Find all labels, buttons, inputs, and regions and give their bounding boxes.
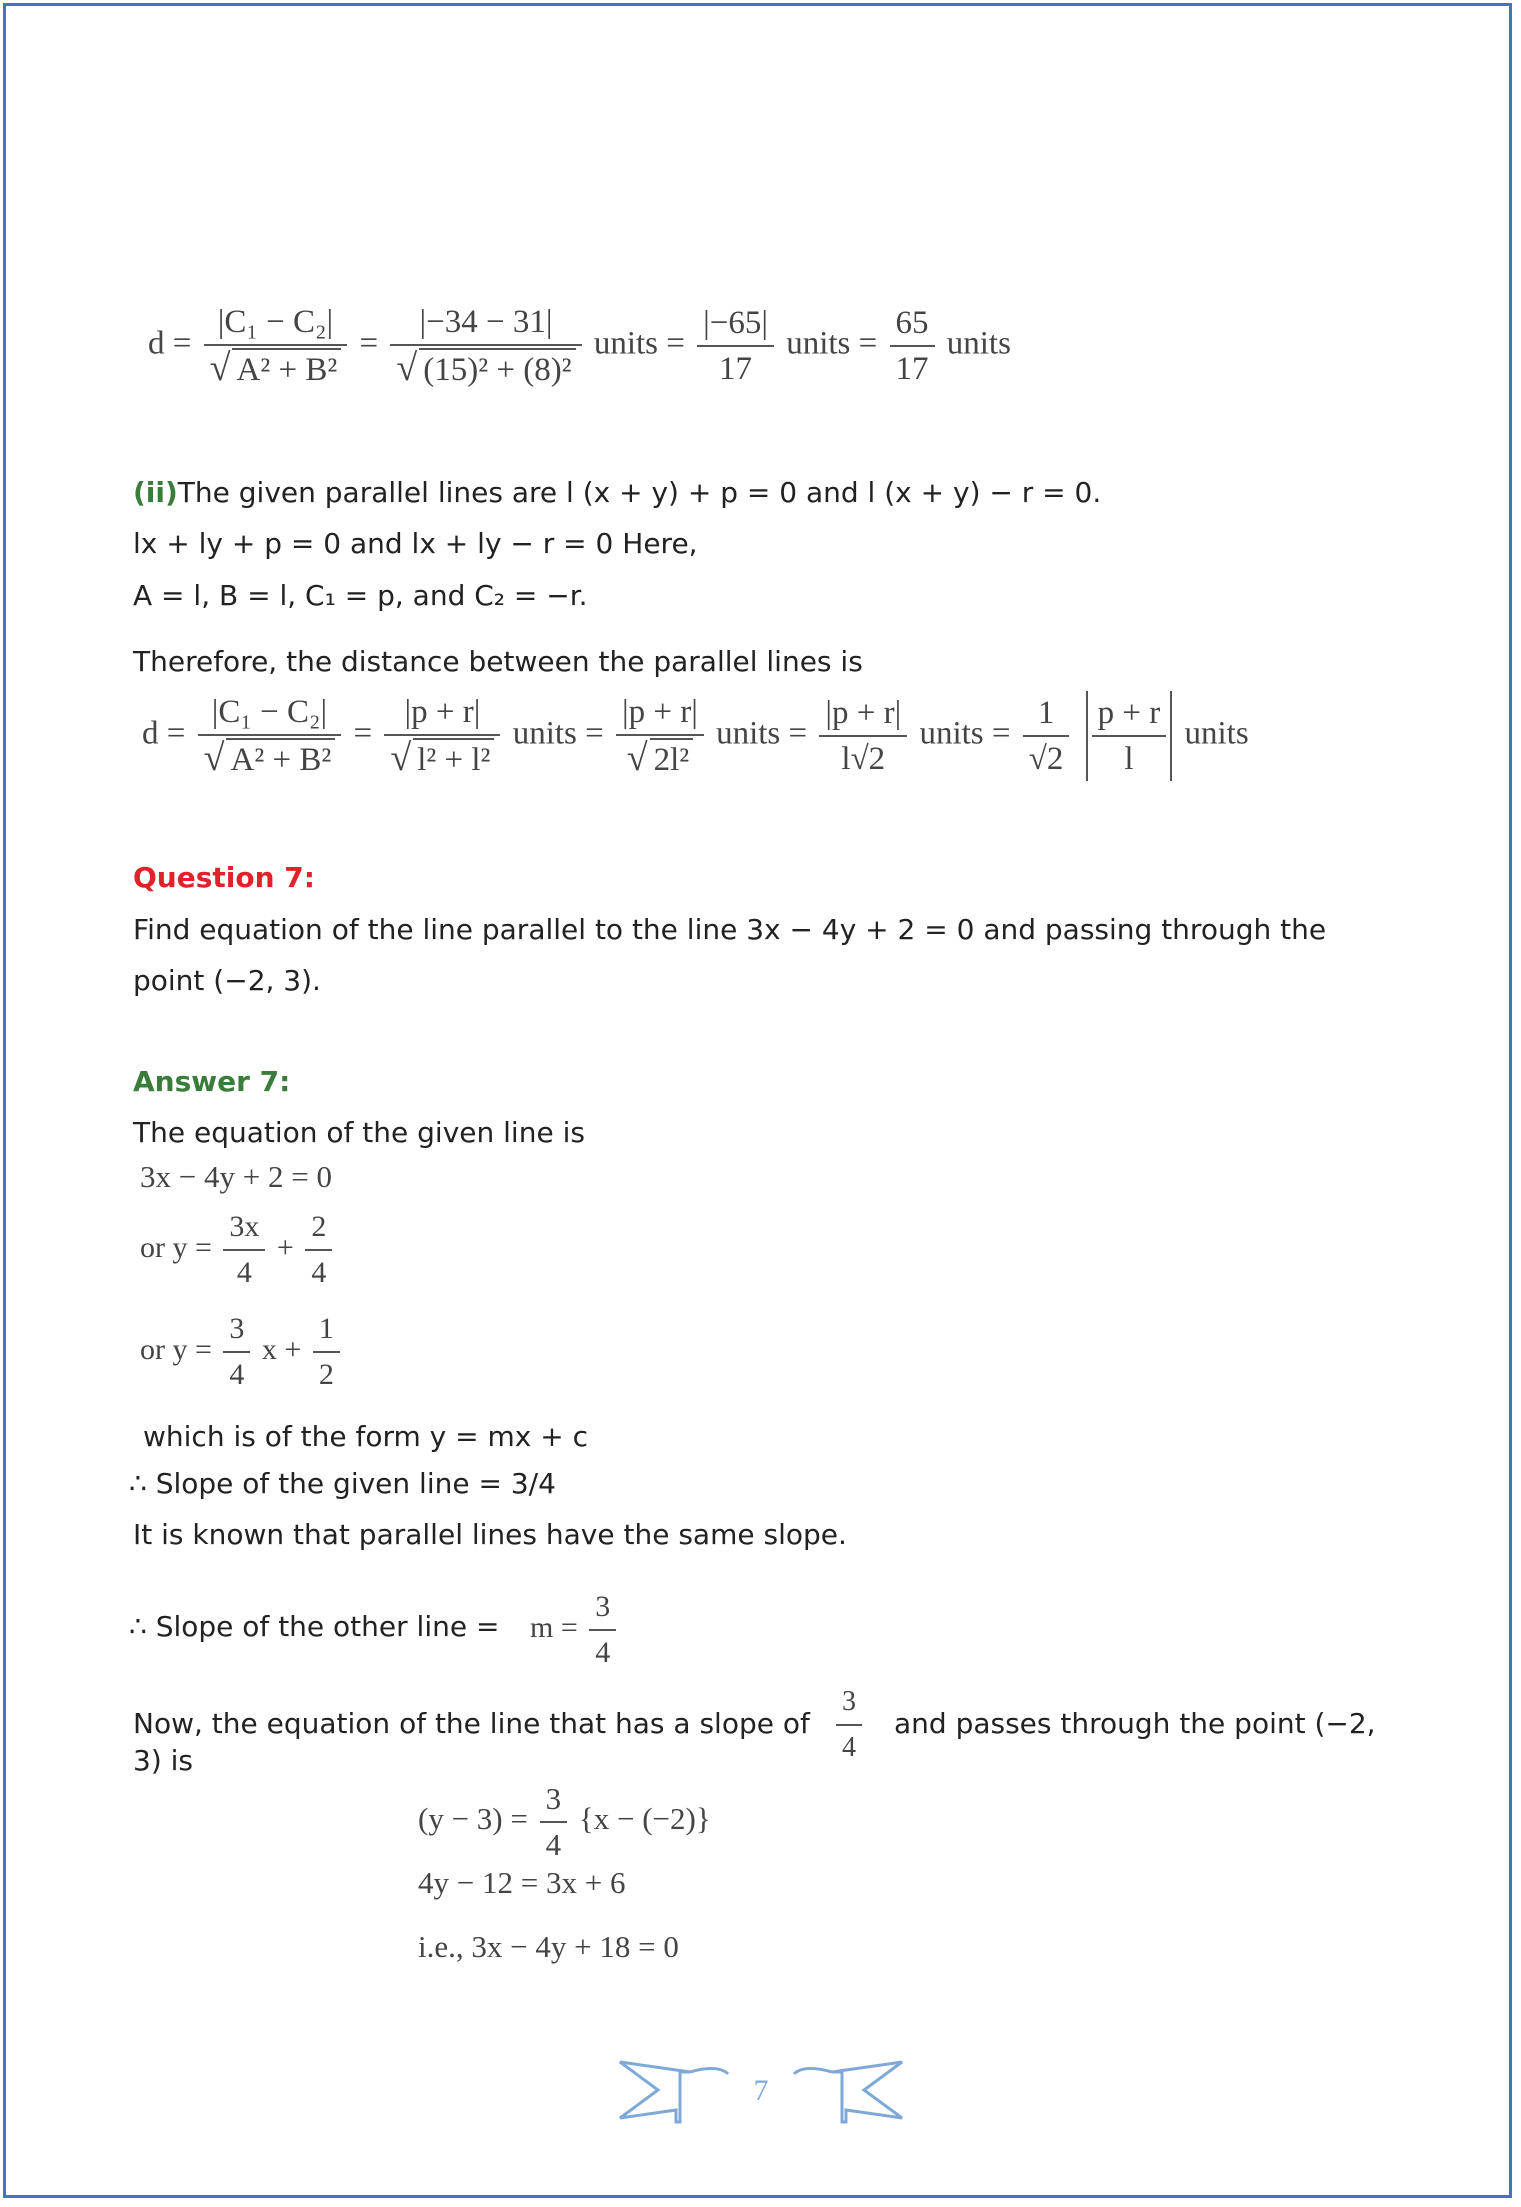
now-text-b: and passes through the point (−2, bbox=[894, 1707, 1376, 1740]
denominator: l² + l² bbox=[413, 738, 494, 780]
denominator: 4 bbox=[842, 1732, 856, 1763]
units-label: units = bbox=[512, 715, 604, 752]
fraction bbox=[1023, 691, 1070, 781]
parallel-fact: It is known that parallel lines have the same slope. bbox=[133, 1518, 847, 1551]
units-label: units bbox=[946, 325, 1011, 362]
fraction bbox=[223, 1205, 265, 1295]
fraction bbox=[890, 301, 935, 391]
part-label: (ii) bbox=[133, 476, 178, 509]
fraction: $\frac{|p + r|}{\text{√ 2l²}}$ bbox=[616, 690, 704, 782]
now-text-a: Now, the equation of the line that has a slope of bbox=[133, 1707, 810, 1740]
denominator: 17 bbox=[895, 351, 929, 387]
numerator: 1 bbox=[313, 1307, 340, 1353]
eq-sign: = bbox=[353, 715, 373, 752]
part2-line3: A = l, B = l, C₁ = p, and C₂ = −r. bbox=[133, 579, 588, 612]
denominator: 4 bbox=[545, 1827, 562, 1862]
units-label: units = bbox=[919, 715, 1011, 752]
fraction bbox=[836, 1680, 862, 1770]
fraction bbox=[313, 1307, 340, 1397]
numerator: 3x bbox=[223, 1205, 265, 1251]
numerator: 3 bbox=[589, 1585, 616, 1631]
fraction: $\frac{\text{|C₁ − C₂|}}{\text{√ A² + B²}}$ bbox=[198, 690, 342, 782]
equation-distance-part1 bbox=[148, 300, 1011, 392]
denominator: l bbox=[1124, 741, 1134, 777]
equation-distance-part2 bbox=[142, 690, 1249, 782]
numerator: |−34 − 31| bbox=[390, 300, 581, 346]
denominator: 17 bbox=[719, 351, 753, 387]
denominator: (15)² + (8)² bbox=[419, 348, 575, 390]
denominator: 4 bbox=[236, 1256, 252, 1289]
answer-heading: Answer 7: bbox=[133, 1065, 291, 1098]
slope-fraction-inline bbox=[832, 1680, 866, 1770]
denominator: 2 bbox=[318, 1358, 334, 1391]
units-label: units = bbox=[593, 325, 685, 362]
equation-given-line: 3x − 4y + 2 = 0 bbox=[140, 1159, 332, 1194]
fraction: $\frac{\text{|C₁ − C₂|}}{\text{√ A² + B²}}$ bbox=[204, 300, 348, 392]
fraction bbox=[589, 1585, 616, 1675]
numerator: |C₁ − C₂| bbox=[204, 300, 348, 346]
question-heading: Question 7: bbox=[133, 861, 315, 894]
numerator: 3 bbox=[223, 1307, 250, 1353]
denominator: 4 bbox=[229, 1358, 245, 1391]
page-number-ribbon bbox=[618, 2058, 904, 2128]
now-text-c: 3) is bbox=[133, 1744, 194, 1777]
eq-d: d = bbox=[148, 325, 192, 362]
numerator: |−65| bbox=[697, 301, 774, 347]
part2-line4: Therefore, the distance between the parallel lines is bbox=[133, 645, 863, 678]
question-line1: Find equation of the line parallel to the line 3x − 4y + 2 = 0 and passing through the bbox=[133, 913, 1327, 946]
m-equals: m = bbox=[530, 1610, 578, 1644]
equation-step2: 4y − 12 = 3x + 6 bbox=[418, 1865, 626, 1900]
point-slope-equation bbox=[418, 1777, 711, 1867]
units-label: units = bbox=[786, 325, 878, 362]
eq-left: (y − 3) = bbox=[418, 1801, 528, 1837]
denominator: √2 bbox=[1028, 741, 1064, 777]
form-note: which is of the form y = mx + c bbox=[143, 1420, 588, 1453]
fraction bbox=[697, 301, 774, 391]
absolute-fraction bbox=[1086, 691, 1173, 781]
equation-solve-y bbox=[140, 1205, 336, 1295]
fraction bbox=[540, 1777, 568, 1867]
units-label: units = bbox=[716, 715, 808, 752]
numerator: 2 bbox=[305, 1205, 332, 1251]
fraction bbox=[819, 691, 907, 781]
units-label: units bbox=[1184, 715, 1249, 752]
question-line2: point (−2, 3). bbox=[133, 964, 321, 997]
plus-sign: + bbox=[276, 1230, 294, 1264]
numerator: |C₁ − C₂| bbox=[198, 690, 342, 736]
fraction: $\frac{|p + r|}{\text{√ l² + l²}}$ bbox=[384, 690, 500, 782]
fraction bbox=[305, 1205, 332, 1295]
denominator: A² + B² bbox=[226, 738, 335, 780]
fraction: $\frac{|-34 - 31|}{\text{√ (15)² + (8)²}}$ bbox=[390, 300, 581, 392]
part2-line2: lx + ly + p = 0 and lx + ly − r = 0 Here, bbox=[133, 527, 698, 560]
fraction bbox=[223, 1307, 250, 1397]
eq-d: d = bbox=[142, 715, 186, 752]
eq-right: {x − (−2)} bbox=[578, 1801, 711, 1837]
page-number: 7 bbox=[753, 2074, 769, 2107]
eq-or: or y = bbox=[140, 1230, 212, 1264]
numerator: 3 bbox=[540, 1777, 568, 1823]
equation-final: i.e., 3x − 4y + 18 = 0 bbox=[418, 1929, 679, 1964]
slope-other: ∴ Slope of the other line = bbox=[129, 1610, 500, 1643]
slope-given: ∴ Slope of the given line = 3/4 bbox=[129, 1467, 556, 1500]
eq-sign: = bbox=[359, 325, 379, 362]
numerator: |p + r| bbox=[384, 690, 500, 736]
denominator: l√2 bbox=[841, 741, 886, 777]
answer-intro: The equation of the given line is bbox=[133, 1116, 585, 1149]
eq-or: or y = bbox=[140, 1332, 212, 1366]
numerator: 1 bbox=[1023, 691, 1070, 737]
part2-text: The given parallel lines are l (x + y) + p = 0 and l (x + y) − r = 0. bbox=[177, 476, 1102, 509]
numerator: |p + r| bbox=[819, 691, 907, 737]
eq-mid: x + bbox=[261, 1332, 302, 1366]
numerator: 65 bbox=[890, 301, 935, 347]
equation-slope-form bbox=[140, 1307, 344, 1397]
numerator: |p + r| bbox=[616, 690, 704, 736]
denominator: 4 bbox=[595, 1636, 611, 1669]
denominator: 2l² bbox=[650, 738, 694, 780]
slope-m-equation bbox=[530, 1585, 620, 1675]
denominator: A² + B² bbox=[232, 348, 341, 390]
numerator: p + r bbox=[1092, 691, 1167, 737]
denominator: 4 bbox=[311, 1256, 327, 1289]
numerator: 3 bbox=[836, 1680, 862, 1726]
part2-line1 bbox=[133, 474, 1101, 512]
